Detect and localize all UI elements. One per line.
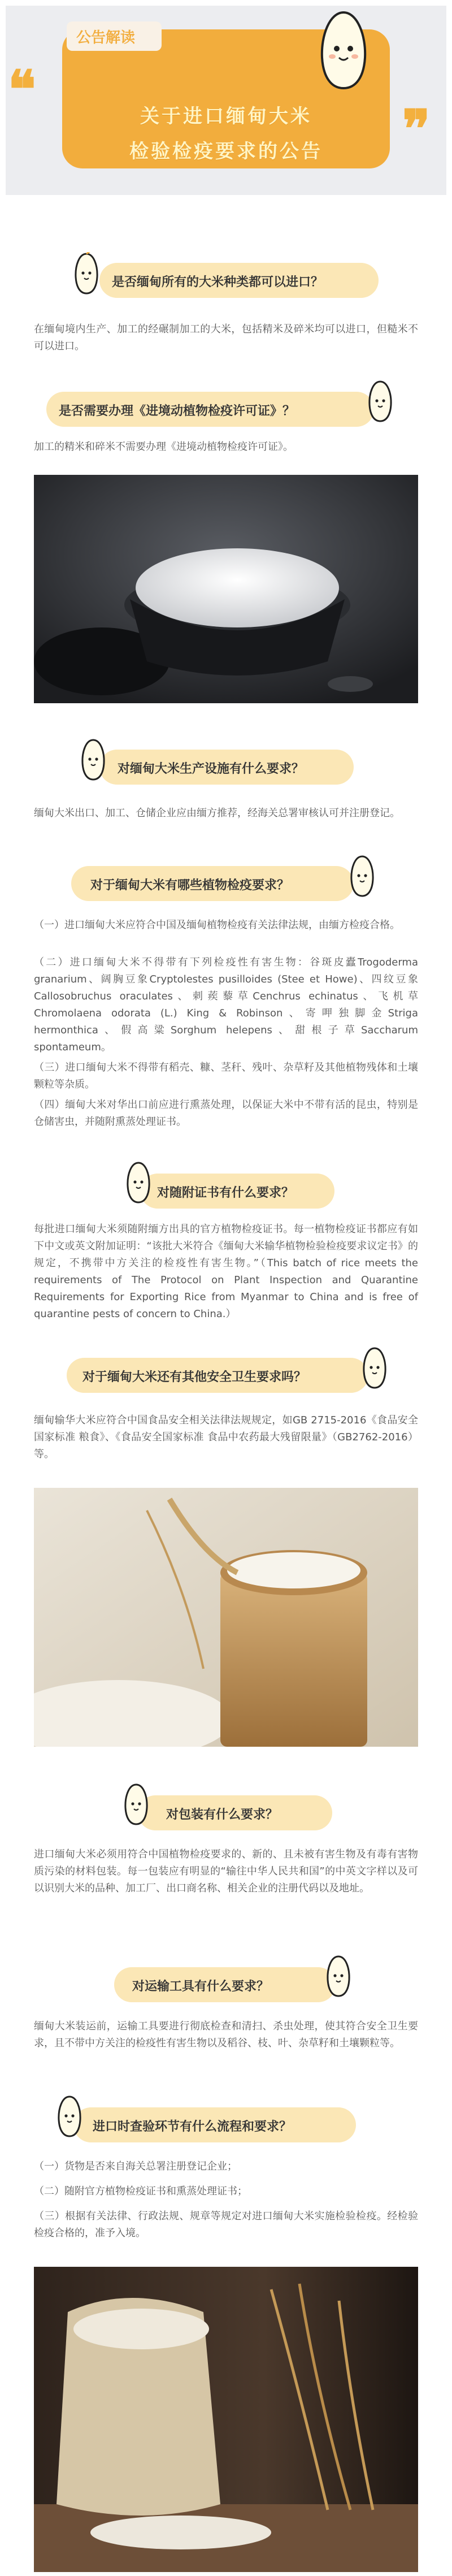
banner-title-line1: 关于进口缅甸大米 xyxy=(140,105,312,128)
rice-mascot-icon xyxy=(73,252,99,295)
answer-paragraph-9b: （二）随附官方植物检疫证书和熏蒸处理证书； xyxy=(34,2185,247,2197)
answer-paragraph-5: 每批进口缅甸大米须随附缅方出具的官方植物检疫证书。每一植物检疫证书都应有如下中文或英文附加证明：“该批大米符合《缅甸大米输华植物检验检疫要求议定书》的规定，不携带中方关注的检疫性有害生物。”（This batch of rice meets the requirements of The Protocol on Plant Inspection and Quarantine Requirements for Exporting Rice from Myanmar to China and is free of quarantine pests of concern to China.） xyxy=(34,1223,418,1320)
quote-right-icon: ❞ xyxy=(402,98,431,159)
answer-paragraph-4b: （二）进口缅甸大米不得带有下列检疫性有害生物：谷斑皮蠹Trogoderma granarium、阔胸豆象Cryptolestes pusilloides (Stee et Howe)、四纹豆象Callosobruchus oraculates、刺蒺藜草Cenchrus echinatus、飞机草Chromolaena odorata (L.) King & Robinson、寄呷独脚金Striga hermonthica、假高粱Sorghum helepens、甜根子草Saccharum spontameum。 xyxy=(34,956,418,1053)
rice-mascot-icon xyxy=(349,855,375,898)
rice-mascot-icon xyxy=(362,1347,388,1389)
answer-paragraph-9c: （三）根据有关法律、行政法规、规章等规定对进口缅甸大米实施检验检疫。经检验检疫合格的，准予入境。 xyxy=(34,2210,418,2239)
rice-mascot-icon xyxy=(125,1161,151,1204)
rice-mascot-icon xyxy=(325,1955,351,1998)
banner-tab-label: 公告解读 xyxy=(76,29,136,46)
question-text-7: 对包装有什么要求？ xyxy=(166,1808,279,1822)
rice-bowl-photo xyxy=(34,475,418,703)
question-text-4: 对于缅甸大米有哪些植物检疫要求？ xyxy=(90,878,290,893)
answer-paragraph-7: 进口缅甸大米必须用符合中国植物检疫要求的、新的、且未被有害生物及有毒有害物质污染的材料包装。每一包装应有明显的“输往中华人民共和国”的中英文字样以及可以识别大米的品种、加工厂、出口商名称、相关企业的注册代码以及地址。 xyxy=(34,1848,418,1894)
question-text-3: 对缅甸大米生产设施有什么要求？ xyxy=(118,762,305,776)
answer-paragraph-8: 缅甸大米装运前，运输工具要进行彻底检查和清扫、杀虫处理，使其符合安全卫生要求，且不带中方关注的检疫性有害生物以及稻谷、枝、叶、杂草籽和土壤颗粒等。 xyxy=(34,2020,418,2049)
rice-mascot-icon xyxy=(316,9,371,92)
rice-sack-photo xyxy=(34,2267,418,2572)
question-text-9: 进口时查验环节有什么流程和要求？ xyxy=(93,2120,292,2134)
question-text-1: 是否缅甸所有的大米种类都可以进口？ xyxy=(112,275,324,289)
banner-title-line2: 检验检疫要求的公告 xyxy=(129,140,323,163)
question-text-8: 对运输工具有什么要求？ xyxy=(132,1980,270,1994)
rice-mascot-icon xyxy=(56,2095,82,2138)
question-text-6: 对于缅甸大米还有其他安全卫生要求吗？ xyxy=(82,1370,307,1384)
question-text-5: 对随附证书有什么要求？ xyxy=(157,1186,294,1200)
rice-mascot-icon xyxy=(123,1783,149,1826)
answer-paragraph-1: 在缅甸境内生产、加工的经碾制加工的大米，包括精米及碎米均可以进口，但糙米不可以进口。 xyxy=(34,323,418,352)
question-text-2: 是否需要办理《进境动植物检疫许可证》？ xyxy=(59,404,295,418)
rice-mascot-icon xyxy=(80,738,106,781)
answer-paragraph-4a: （一）进口缅甸大米应符合中国及缅甸植物检疫有关法律法规，由缅方检疫合格。 xyxy=(34,919,400,931)
answer-paragraph-6: 缅甸输华大米应符合中国食品安全相关法律法规规定，如GB 2715-2016《食品安全国家标准 粮食》、《食品安全国家标准 食品中农药最大残留限量》（GB2762-2016）等。 xyxy=(34,1414,418,1460)
answer-paragraph-9a: （一）货物是否来自海关总署注册登记企业； xyxy=(34,2161,237,2172)
answer-paragraph-4d: （四）缅甸大米对华出口前应进行熏蒸处理，以保证大米中不带有活的昆虫，特别是仓储害虫，并随附熏蒸处理证书。 xyxy=(34,1099,418,1128)
quote-left-icon: ❝ xyxy=(8,59,36,120)
answer-paragraph-4c: （三）进口缅甸大米不得带有稻壳、糠、茎秆、残叶、杂草籽及其他植物残体和土壤颗粒等杂质。 xyxy=(34,1062,418,1090)
answer-paragraph-3: 缅甸大米出口、加工、仓储企业应由缅方推荐，经海关总署审核认可并注册登记。 xyxy=(34,807,400,819)
rice-mascot-icon xyxy=(367,380,393,423)
answer-paragraph-2: 加工的精米和碎米不需要办理《进境动植物检疫许可证》。 xyxy=(34,441,293,453)
rice-scoop-photo xyxy=(34,1488,418,1747)
